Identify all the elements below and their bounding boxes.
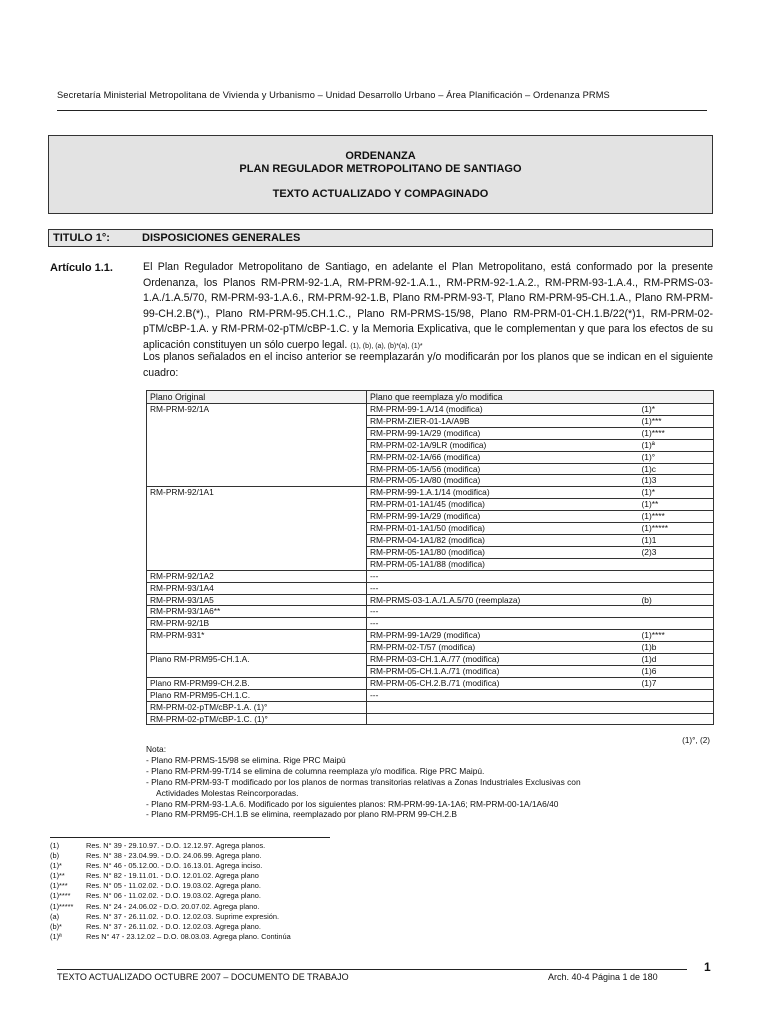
- footnote-item: [50, 891, 410, 901]
- articulo-paragraph-1-refs: (1), (b), (a), (b)*(a), (1)*: [350, 342, 423, 350]
- plano-ref-cell: (1)c: [639, 463, 714, 475]
- footnote-item: [50, 902, 410, 912]
- plano-ref-cell: (2)3: [639, 546, 714, 558]
- plano-modifica-cell: ---: [367, 582, 639, 594]
- table-row: [147, 689, 714, 701]
- plano-ref-cell: (1)*****: [639, 523, 714, 535]
- plano-modifica-cell: RM-PRM-01-1A1/45 (modifica): [367, 499, 639, 511]
- plano-modifica-cell: ---: [367, 606, 639, 618]
- plano-ref-cell: (1)7: [639, 677, 714, 689]
- plano-original-cell: RM-PRM-93/1A4: [147, 582, 367, 594]
- plano-modifica-cell: RM-PRM-99-1A/29 (modifica): [367, 630, 639, 642]
- nota-item: - Plano RM-PRM-93-1.A.6. Modificado por los siguientes planos: RM-PRM-99-1A-1A6; RM-PRM-00-1A/1A6/40: [146, 798, 559, 809]
- table-row: [147, 487, 714, 499]
- titulo-text: DISPOSICIONES GENERALES: [142, 232, 301, 244]
- table-row: [147, 594, 714, 606]
- footnote-text: Res. N° 06 - 11.02.02. - D.O. 19.03.02. Agrega plano.: [86, 891, 261, 901]
- title-line-1: ORDENANZA: [345, 150, 416, 162]
- plano-ref-cell: (1)d: [639, 654, 714, 666]
- table-row: [147, 618, 714, 630]
- plano-ref-cell: (1)*: [639, 404, 714, 416]
- plano-modifica-cell: [367, 701, 639, 713]
- plano-modifica-cell: RM-PRM-ZIER-01-1A/A9B: [367, 415, 639, 427]
- plano-ref-cell: [639, 606, 714, 618]
- plano-modifica-cell: RM-PRM-02-1A/9LR (modifica): [367, 439, 639, 451]
- plano-modifica-cell: ---: [367, 618, 639, 630]
- table-header-reemplaza: Plano que reemplaza y/o modifica: [367, 391, 714, 404]
- titulo-label: TITULO 1°:: [53, 232, 110, 244]
- table-row: [147, 654, 714, 666]
- plano-original-cell: RM-PRM-02-pTM/cBP-1.A. (1)°: [147, 701, 367, 713]
- footnote-key: (1)****: [50, 891, 71, 901]
- footnote-key: (b)*: [50, 921, 62, 931]
- plano-modifica-cell: RM-PRM-99-1A/29 (modifica): [367, 511, 639, 523]
- footnote-item: [50, 841, 410, 851]
- plano-modifica-cell: RM-PRM-99-1.A/14 (modifica): [367, 404, 639, 416]
- table-header-row: [147, 391, 714, 404]
- articulo-paragraph-1-text: El Plan Regulador Metropolitano de Santiago, en adelante el Plan Metropolitano, está conformado por la presente Ordenanza, los Planos RM-PRM-92-1.A, RM-PRM-92-1.A.1., RM-PRM-92-1.A.2., RM-PRM-93-1.A.4., RM-PRMS-03-1.A./1.A.5/70, RM-PRM-93-1.A.6., RM-PRM-92-1.B, Plano RM-PRM-93-T, Plano RM-PRM-95-CH.1.A., Plano RM-PRM-99-CH.2.B(*)., Plano RM-PRM-95.CH.1.C., Plano RM-PRMS-15/98, Plano RM-PRM-01-CH.1.B/22(*)1, RM-PRM-02-pTM/cBP-1.A. y RM-PRM-02-pTM/cBP-1.C. y la Memoria Explicativa, que le complementan y que para los efectos de su aplicación constituyen un sólo cuerpo legal.: [143, 261, 713, 351]
- plano-ref-cell: [639, 701, 714, 713]
- footnote-key: (1)***: [50, 881, 68, 891]
- plano-original-cell: Plano RM-PRM95-CH.1.A.: [147, 654, 367, 678]
- footnote-item: [50, 861, 410, 871]
- plano-ref-cell: (1)°: [639, 451, 714, 463]
- header-rule: [57, 110, 707, 111]
- nota-item: - Plano RM-PRM95-CH.1.B se elimina, reemplazado por plano RM-PRM 99-CH.2.B: [146, 809, 457, 820]
- plano-original-cell: Plano RM-PRM95-CH.1.C.: [147, 689, 367, 701]
- plano-original-cell: RM-PRM-93/1A5: [147, 594, 367, 606]
- title-line-3: TEXTO ACTUALIZADO Y COMPAGINADO: [272, 188, 489, 200]
- footnote-item: [50, 851, 410, 861]
- plano-modifica-cell: RM-PRM-05-1A/80 (modifica): [367, 475, 639, 487]
- nota-block: [146, 744, 706, 820]
- plano-modifica-cell: RM-PRM-99-1.A.1/14 (modifica): [367, 487, 639, 499]
- footnote-text: Res. N° 46 - 05.12.00. - D.O. 16.13.01. Agrega inciso.: [86, 861, 263, 871]
- table-row: [147, 404, 714, 416]
- plano-original-cell: RM-PRM-931*: [147, 630, 367, 654]
- plano-ref-cell: [639, 713, 714, 725]
- footnote-text: Res. N° 82 - 19.11.01. - D.O. 12.01.02. Agrega plano: [86, 871, 259, 881]
- plano-ref-cell: [639, 558, 714, 570]
- plano-modifica-cell: RM-PRM-05-1A/56 (modifica): [367, 463, 639, 475]
- footnotes-list: [50, 841, 410, 942]
- footnote-text: Res. N° 37 - 26.11.02. - D.O. 12.02.03. Suprime expresión.: [86, 911, 280, 921]
- plano-original-cell: RM-PRM-92/1A2: [147, 570, 367, 582]
- plano-original-cell: RM-PRM-92/1A1: [147, 487, 367, 570]
- plano-ref-cell: (1)3: [639, 475, 714, 487]
- footnote-text: Res N° 47 - 23.12.02 – D.O. 08.03.03. Agrega plano. Continúa: [86, 931, 291, 941]
- footnote-key: (1)*: [50, 861, 62, 871]
- footnote-item: [50, 932, 410, 942]
- plano-ref-cell: (1)***: [639, 415, 714, 427]
- plano-modifica-cell: RM-PRM-02-1A/66 (modifica): [367, 451, 639, 463]
- footnote-rule: [50, 837, 330, 838]
- plano-original-cell: RM-PRM-93/1A6**: [147, 606, 367, 618]
- nota-item: - Plano RM-PRMS-15/98 se elimina. Rige PRC Maipú: [146, 754, 346, 765]
- plano-ref-cell: (1)****: [639, 427, 714, 439]
- articulo-paragraph-2: Los planos señalados en el inciso anterior se reemplazarán y/o modificarán por los planos que se indican en el siguiente cuadro:: [143, 351, 713, 379]
- plano-ref-cell: (1)ª: [639, 439, 714, 451]
- page-number: 1: [704, 960, 711, 974]
- table-row: [147, 606, 714, 618]
- table-row: [147, 677, 714, 689]
- plano-modifica-cell: RM-PRM-02-T/57 (modifica): [367, 642, 639, 654]
- plano-modifica-cell: RM-PRMS-03-1.A./1.A.5/70 (reemplaza): [367, 594, 639, 606]
- footnote-text: Res. N° 39 - 29.10.97. - D.O. 12.12.97. Agrega planos.: [86, 841, 266, 850]
- titulo-box: [48, 229, 713, 247]
- footnote-key: (a): [50, 911, 60, 921]
- footnote-text: Res. N° 38 - 23.04.99. - D.O. 24.06.99. Agrega plano.: [86, 851, 262, 861]
- plano-modifica-cell: RM-PRM-05-1A1/80 (modifica): [367, 546, 639, 558]
- footnote-key: (1): [50, 841, 60, 850]
- footnote-item: [50, 881, 410, 891]
- footer-rule: [57, 969, 687, 970]
- plano-ref-cell: (b): [639, 594, 714, 606]
- table-row: [147, 701, 714, 713]
- table-header-original: Plano Original: [147, 391, 367, 404]
- title-line-2: PLAN REGULADOR METROPOLITANO DE SANTIAGO: [239, 162, 522, 175]
- plano-modifica-cell: RM-PRM-05-CH.1.A./71 (modifica): [367, 665, 639, 677]
- plano-original-cell: RM-PRM-92/1B: [147, 618, 367, 630]
- plano-ref-cell: (1)**: [639, 499, 714, 511]
- plano-ref-cell: [639, 570, 714, 582]
- page-header: Secretaría Ministerial Metropolitana de Vivienda y Urbanismo – Unidad Desarrollo Urbano – Área Planificación – Ordenanza PRMS: [57, 90, 610, 100]
- nota-label: Nota:: [146, 744, 167, 754]
- plano-modifica-cell: RM-PRM-99-1A/29 (modifica): [367, 427, 639, 439]
- nota-item: Actividades Molestas Reincorporadas.: [156, 787, 299, 798]
- table-row: [147, 570, 714, 582]
- plano-modifica-cell: ---: [367, 689, 639, 701]
- plano-ref-cell: (1)1: [639, 534, 714, 546]
- table-after-ref: (1)°, (2): [682, 736, 710, 745]
- table-row: [147, 630, 714, 642]
- plano-ref-cell: (1)****: [639, 630, 714, 642]
- footnote-key: (1)**: [50, 871, 65, 881]
- plano-ref-cell: (1)****: [639, 511, 714, 523]
- table-row: [147, 582, 714, 594]
- footnote-key: (1)*****: [50, 901, 74, 911]
- plano-modifica-cell: RM-PRM-05-CH.2.B./71 (modifica): [367, 677, 639, 689]
- footnote-item: [50, 922, 410, 932]
- plano-ref-cell: [639, 689, 714, 701]
- footnote-text: Res. N° 37 - 26.11.02. - D.O. 12.02.03. Agrega plano.: [86, 921, 261, 931]
- footer-left: TEXTO ACTUALIZADO OCTUBRE 2007 – DOCUMENTO DE TRABAJO: [57, 972, 349, 982]
- plano-original-cell: RM-PRM-92/1A: [147, 404, 367, 487]
- plano-modifica-cell: RM-PRM-05-1A1/88 (modifica): [367, 558, 639, 570]
- plano-ref-cell: [639, 618, 714, 630]
- plano-modifica-cell: ---: [367, 570, 639, 582]
- plano-ref-cell: [639, 582, 714, 594]
- plano-modifica-cell: RM-PRM-03-CH.1.A./77 (modifica): [367, 654, 639, 666]
- document-title-box: [48, 135, 713, 214]
- articulo-label: Artículo 1.1.: [50, 262, 113, 274]
- articulo-paragraph-1: [143, 260, 713, 355]
- plano-modifica-cell: [367, 713, 639, 725]
- footnote-item: [50, 871, 410, 881]
- plano-ref-cell: (1)6: [639, 665, 714, 677]
- plano-ref-cell: (1)*: [639, 487, 714, 499]
- plano-original-cell: Plano RM-PRM99-CH.2.B.: [147, 677, 367, 689]
- footnote-text: Res. N° 05 - 11.02.02. - D.O. 19.03.02. Agrega plano.: [86, 881, 261, 891]
- table-row: [147, 713, 714, 725]
- footnote-text: Res. N° 24 - 24.06.02 - D.O. 20.07.02. Agrega plano.: [86, 901, 260, 911]
- planos-table: [146, 390, 714, 725]
- footnote-item: [50, 912, 410, 922]
- footnote-key: (b): [50, 851, 60, 861]
- nota-item: - Plano RM-PRM-99-T/14 se elimina de columna reemplaza y/o modifica. Rige PRC Maipú.: [146, 765, 485, 776]
- plano-original-cell: RM-PRM-02-pTM/cBP-1.C. (1)°: [147, 713, 367, 725]
- nota-item: - Plano RM-PRM-93-T modificado por los planos de normas transitorias relativas a Zonas Industriales Exclusivas con: [146, 776, 581, 787]
- footnote-key: (1)ª: [50, 931, 62, 941]
- plano-modifica-cell: RM-PRM-04-1A1/82 (modifica): [367, 534, 639, 546]
- plano-modifica-cell: RM-PRM-01-1A1/50 (modifica): [367, 523, 639, 535]
- footer-right: Arch. 40-4 Página 1 de 180: [548, 972, 658, 982]
- plano-ref-cell: (1)b: [639, 642, 714, 654]
